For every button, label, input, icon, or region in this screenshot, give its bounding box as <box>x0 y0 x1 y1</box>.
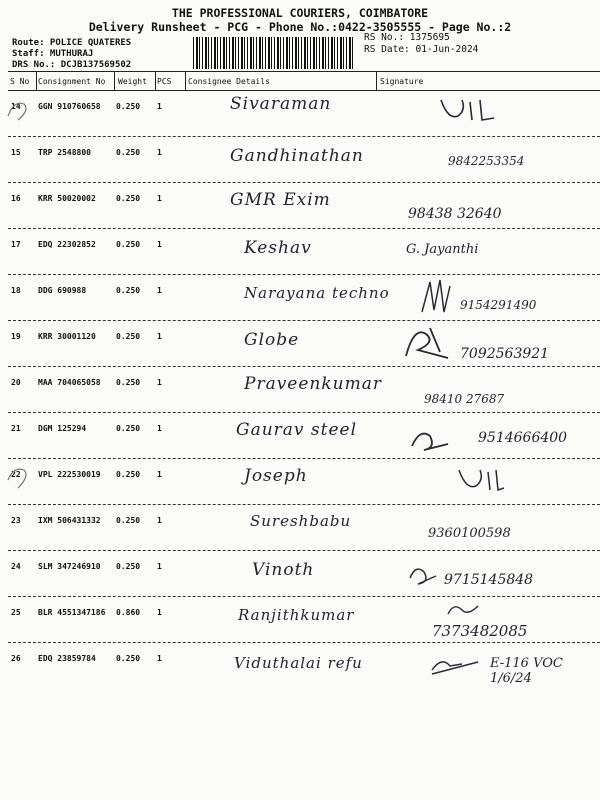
table-row <box>8 366 600 413</box>
signature-phone: 9514666400 <box>478 430 568 446</box>
table-row <box>8 182 600 229</box>
column-divider <box>36 71 37 90</box>
row-weight: 0.250 <box>116 240 141 249</box>
signature-scribble <box>406 562 442 590</box>
row-consignment: EDQ 23859784 <box>38 654 96 663</box>
row-pcs: 1 <box>157 102 162 111</box>
row-weight: 0.250 <box>116 194 141 203</box>
col-header-sno: S No <box>10 77 30 86</box>
rs-number: RS No.: 1375695 <box>364 32 450 43</box>
signature-phone: 9154291490 <box>460 298 537 312</box>
table-row <box>8 90 600 137</box>
row-sno: 26 <box>11 654 21 663</box>
row-weight: 0.250 <box>116 332 141 341</box>
row-pcs: 1 <box>157 424 162 433</box>
col-header-pcs: PCS <box>157 77 172 86</box>
column-divider <box>155 71 156 90</box>
row-weight: 0.250 <box>116 286 141 295</box>
rs-date: RS Date: 01-Jun-2024 <box>364 44 479 55</box>
row-consignment: MAA 704065058 <box>38 378 101 387</box>
row-weight: 0.860 <box>116 608 141 617</box>
col-header-consignee: Consignee Details <box>188 77 270 86</box>
row-consignment: EDQ 22302852 <box>38 240 96 249</box>
row-sno: 18 <box>11 286 21 295</box>
row-sno: 17 <box>11 240 21 249</box>
row-consignment: SLM 347246910 <box>38 562 101 571</box>
signature-scribble <box>444 600 484 622</box>
staff-label: Staff: MUTHURAJ <box>12 49 94 59</box>
signature-name: G. Jayanthi <box>406 242 479 257</box>
table-row <box>8 320 600 367</box>
consignee-handwriting: Joseph <box>244 466 308 486</box>
signature-scribble <box>400 322 456 362</box>
signature-phone: 98410 27687 <box>424 392 505 406</box>
consignee-handwriting: Ranjithkumar <box>238 606 355 624</box>
consignee-handwriting: GMR Exim <box>230 190 331 210</box>
col-header-weight: Weight <box>118 77 147 86</box>
row-consignment: VPL 222530019 <box>38 470 101 479</box>
table-header-top-border <box>8 71 600 72</box>
row-weight: 0.250 <box>116 424 141 433</box>
row-pcs: 1 <box>157 148 162 157</box>
row-consignment: DDG 690988 <box>38 286 87 295</box>
row-sno: 23 <box>11 516 21 525</box>
table-row <box>8 136 600 183</box>
row-sno: 14 <box>11 102 21 111</box>
row-sno: 19 <box>11 332 21 341</box>
column-divider <box>185 71 186 90</box>
row-pcs: 1 <box>157 654 162 663</box>
runsheet-subtitle: Delivery Runsheet - PCG - Phone No.:0422-3505555 - Page No.:2 <box>88 20 512 34</box>
table-row <box>8 412 600 459</box>
row-sno: 20 <box>11 378 21 387</box>
table-row <box>8 504 600 551</box>
table-row <box>8 550 600 597</box>
row-pcs: 1 <box>157 470 162 479</box>
signature-phone: 9360100598 <box>428 526 511 541</box>
consignee-handwriting: Viduthalai refu <box>234 654 363 672</box>
row-weight: 0.250 <box>116 470 141 479</box>
signature-phone: 7373482085 <box>432 622 528 640</box>
drs-number: DRS No.: DCJB137569502 <box>12 60 132 70</box>
row-consignment: IXM 506431332 <box>38 516 101 525</box>
row-pcs: 1 <box>157 332 162 341</box>
row-weight: 0.250 <box>116 378 141 387</box>
consignee-handwriting: Sureshbabu <box>250 512 352 530</box>
table-row <box>8 458 600 505</box>
table-row <box>8 596 600 643</box>
table-row <box>8 642 600 690</box>
consignee-handwriting: Sivaraman <box>230 94 332 114</box>
table-row <box>8 228 600 275</box>
company-title: THE PROFESSIONAL COURIERS, COIMBATORE <box>171 6 429 20</box>
row-consignment: KRR 30001120 <box>38 332 96 341</box>
row-sno: 22 <box>11 470 21 479</box>
row-sno: 21 <box>11 424 21 433</box>
signature-phone: 9842253354 <box>448 154 525 168</box>
row-pcs: 1 <box>157 286 162 295</box>
signature-note: E-116 VOC 1/6/24 <box>490 656 563 686</box>
signature-scribble <box>408 426 452 456</box>
row-sno: 25 <box>11 608 21 617</box>
row-consignment: KRR 50020002 <box>38 194 96 203</box>
row-pcs: 1 <box>157 562 162 571</box>
column-divider <box>114 71 115 90</box>
row-pcs: 1 <box>157 194 162 203</box>
row-consignment: GGN 910760658 <box>38 102 101 111</box>
row-pcs: 1 <box>157 608 162 617</box>
row-sno: 24 <box>11 562 21 571</box>
row-weight: 0.250 <box>116 148 141 157</box>
consignee-handwriting: Gaurav steel <box>236 420 358 440</box>
row-sno: 16 <box>11 194 21 203</box>
row-sno: 15 <box>11 148 21 157</box>
signature-phone: 7092563921 <box>460 346 550 362</box>
row-weight: 0.250 <box>116 654 141 663</box>
signature-scribble <box>436 96 496 126</box>
row-weight: 0.250 <box>116 102 141 111</box>
consignee-handwriting: Narayana techno <box>244 284 390 302</box>
column-divider <box>376 71 377 90</box>
signature-phone: 98438 32640 <box>408 206 502 222</box>
row-pcs: 1 <box>157 516 162 525</box>
consignee-handwriting: Globe <box>244 330 300 350</box>
signature-phone: 9715145848 <box>444 572 534 588</box>
col-header-consignment: Consignment No <box>38 77 106 86</box>
row-consignment: BLR 4551347186 <box>38 608 106 617</box>
margin-mark <box>4 462 34 492</box>
col-header-signature: Signature <box>380 77 424 86</box>
row-weight: 0.250 <box>116 516 141 525</box>
consignee-handwriting: Praveenkumar <box>244 374 383 394</box>
margin-mark <box>4 96 34 126</box>
row-consignment: TRP 2548800 <box>38 148 91 157</box>
table-row <box>8 274 600 321</box>
row-weight: 0.250 <box>116 562 141 571</box>
consignee-handwriting: Keshav <box>244 238 312 258</box>
signature-scribble <box>428 654 484 680</box>
row-consignment: DGM 125294 <box>38 424 87 433</box>
row-pcs: 1 <box>157 378 162 387</box>
consignee-handwriting: Gandhinathan <box>230 146 364 166</box>
consignee-handwriting: Vinoth <box>252 560 315 580</box>
signature-scribble <box>416 276 458 316</box>
signature-scribble <box>454 466 504 496</box>
row-pcs: 1 <box>157 240 162 249</box>
barcode <box>193 37 353 69</box>
route-label: Route: POLICE QUATERES <box>12 38 132 48</box>
